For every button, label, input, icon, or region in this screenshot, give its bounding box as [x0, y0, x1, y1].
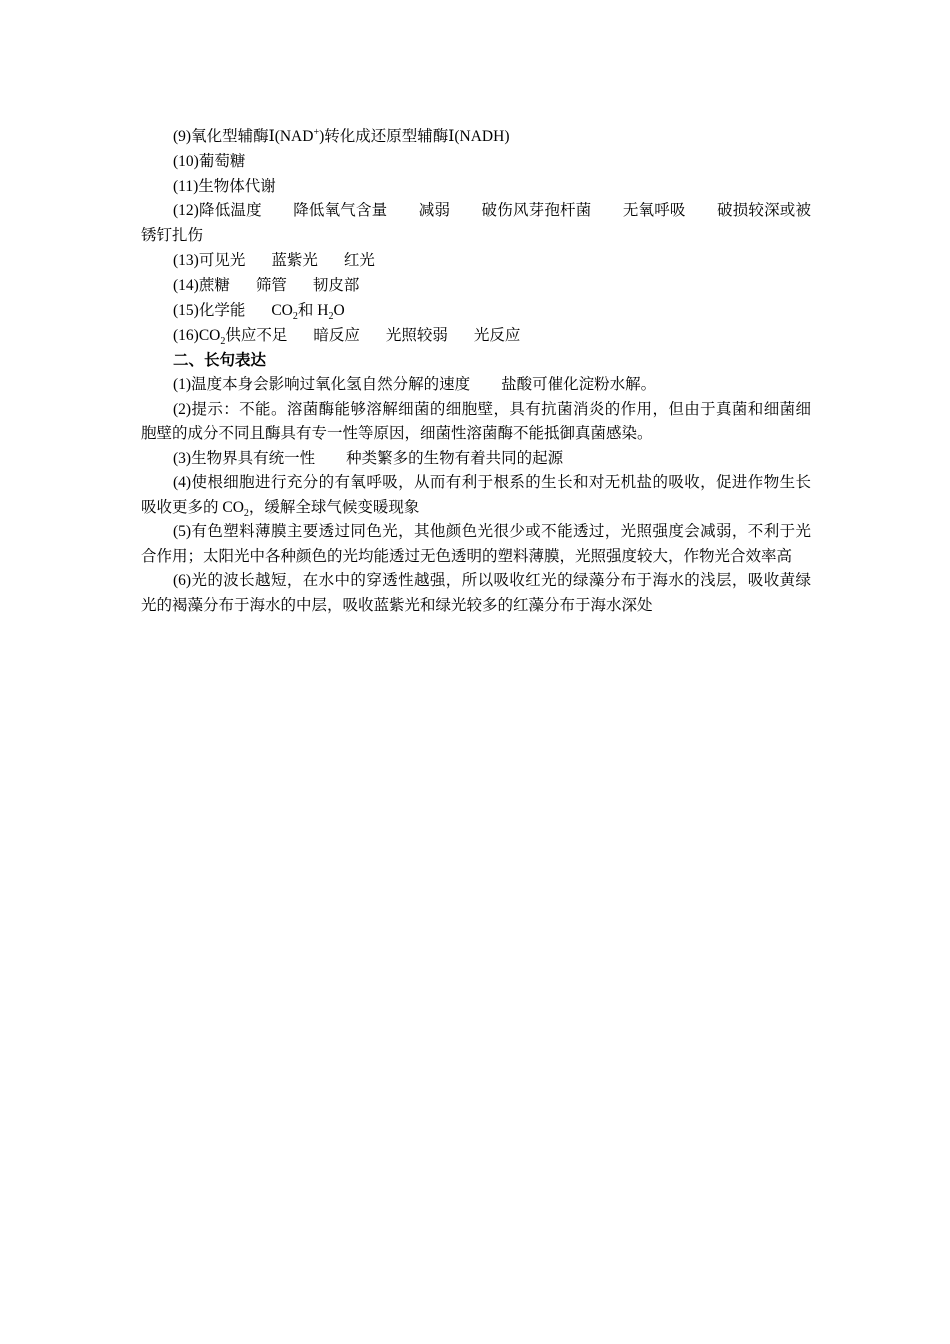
long-answer-4-subscript: 2	[243, 507, 249, 519]
long-answer-6: (6)光的波长越短，在水中的穿透性越强，所以吸收红光的绿藻分布于海水的浅层，吸收黄绿光的褐藻分布于海水的中层，吸收蓝紫光和绿光较多的红藻分布于海水深处	[141, 572, 811, 614]
item-15-co: CO	[271, 302, 293, 319]
item-14-answer-b: 筛管	[255, 277, 287, 294]
item-15-o: O	[333, 302, 345, 319]
item-13-answer-b: 蓝紫光	[271, 252, 318, 269]
item-15-h-subscript: 2	[328, 311, 334, 323]
long-answer-5: (5)有色塑料薄膜主要透过同色光，其他颜色光很少或不能透过，光照强度会减弱，不利于光合作用；太阳光中各种颜色的光均能透过无色透明的塑料薄膜，光照强度较大，作物光合效率高	[141, 523, 811, 565]
item-16-answer-a: 供应不足	[225, 327, 288, 344]
item-9-text: (9)氧化型辅酶Ⅰ(NAD	[173, 128, 314, 145]
item-14-answer-c: 韧皮部	[312, 277, 360, 294]
answer-item-10: (10)葡萄糖	[173, 153, 246, 170]
section-heading: 二、长句表达	[173, 352, 267, 369]
long-answer-1: (1)温度本身会影响过氧化氢自然分解的速度 盐酸可催化淀粉水解。	[173, 376, 657, 393]
item-15-answer-a: (15)化学能	[173, 302, 246, 319]
answer-item-13	[141, 248, 811, 273]
item-16-co-subscript: 2	[220, 336, 226, 348]
item-16-answer-b: 暗反应	[313, 327, 360, 344]
answer-item-12: (12)降低温度 降低氧气含量 减弱 破伤风芽孢杆菌 无氧呼吸 破损较深或被锈钉扎伤	[141, 202, 811, 244]
answer-item-15	[141, 298, 811, 323]
long-answer-4-text-end: ，缓解全球气候变暖现象	[248, 498, 420, 516]
item-13-answer-c: 红光	[343, 252, 375, 269]
item-16-answer-d: 光反应	[473, 327, 521, 344]
item-14-answer-a: (14)蔗糖	[173, 277, 230, 294]
long-answer-4	[141, 471, 843, 520]
long-answer-4-text: (4)使根细胞进行充分的有氧呼吸，从而有利于根系的生长和对无机盐的吸收，促进作物生长 吸收更多的 CO	[141, 474, 843, 516]
answer-item-16	[141, 323, 811, 348]
long-answer-2: (2)提示：不能。溶菌酶能够溶解细菌的细胞壁，具有抗菌消炎的作用，但由于真菌和细菌细胞壁的成分不同且酶具有专一性等原因，细菌性溶菌酶不能抵御真菌感染。	[141, 400, 811, 442]
item-9-text-end: )转化成还原型辅酶Ⅰ(NADH)	[319, 128, 510, 145]
item-9-superscript: +	[313, 126, 320, 138]
item-16-answer-c: 光照较弱	[385, 327, 448, 344]
answer-item-14	[141, 273, 811, 298]
item-13-answer-a: (13)可见光	[173, 252, 246, 269]
answer-item-11: (11)生物体代谢	[173, 178, 276, 195]
item-15-co-subscript: 2	[292, 311, 298, 323]
answer-page	[141, 124, 843, 618]
long-answer-3: (3)生物界具有统一性 种类繁多的生物有着共同的起源	[173, 449, 564, 467]
answer-item-9	[141, 124, 811, 149]
item-16-co: (16)CO	[173, 327, 221, 344]
item-15-and-h: 和 H	[297, 302, 329, 319]
